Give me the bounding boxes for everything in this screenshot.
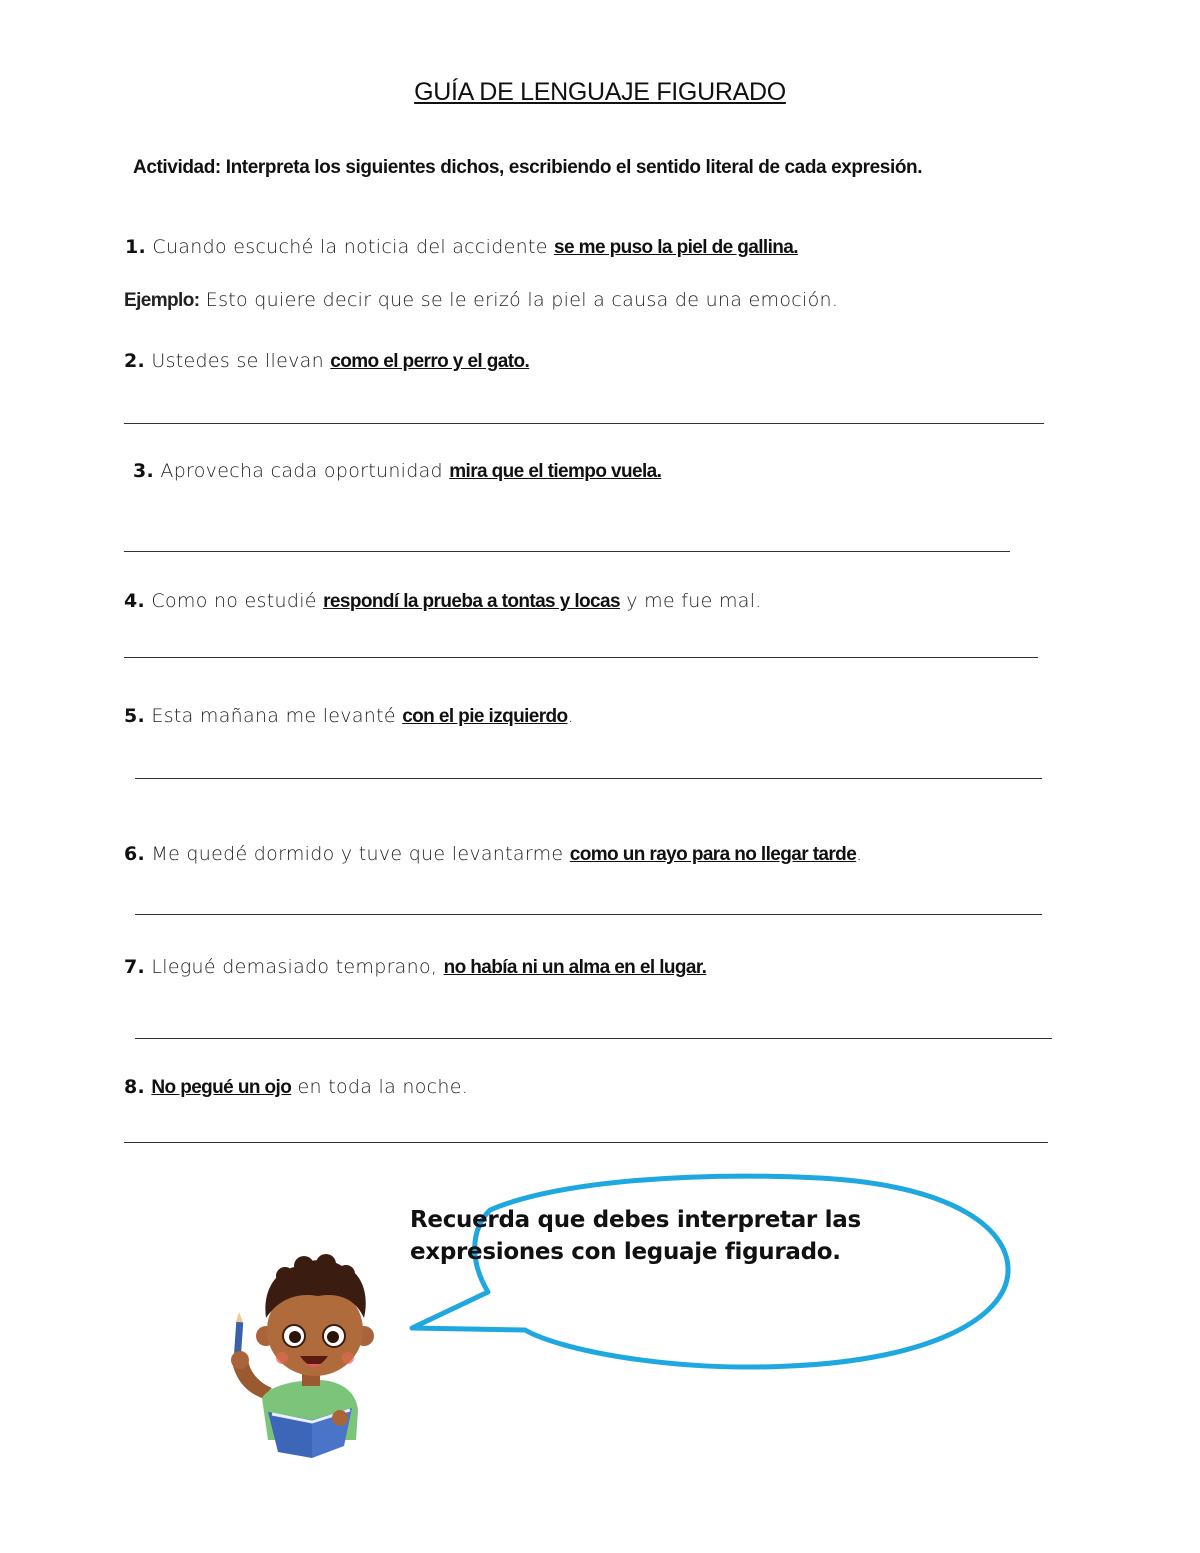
item-text: Ustedes se llevan (151, 350, 331, 372)
item-idiom: se me puso la piel de gallina. (554, 237, 798, 258)
item-idiom: mira que el tiempo vuela. (449, 461, 662, 482)
item-idiom: como un rayo para no llegar tarde (569, 844, 857, 865)
item-number: 2. (124, 350, 146, 372)
list-item-3 (133, 460, 661, 483)
example-line (124, 289, 838, 312)
item-idiom: con el pie izquierdo (402, 706, 568, 727)
item-number: 3. (133, 460, 155, 482)
answer-line-5[interactable] (135, 778, 1042, 779)
speech-bubble-text: Recuerda que debes interpretar las expresiones con leguaje figurado. (410, 1207, 861, 1265)
item-idiom: no había ni un alma en el lugar. (443, 957, 707, 978)
item-text-after: en toda la noche. (291, 1076, 469, 1098)
answer-line-3[interactable] (124, 551, 1010, 552)
list-item-4 (124, 590, 762, 613)
answer-line-4[interactable] (124, 657, 1038, 658)
example-label: Ejemplo: (124, 290, 200, 311)
item-idiom: como el perro y el gato. (330, 351, 530, 372)
item-text-after: y me fue mal. (619, 590, 762, 612)
item-number: 1. (125, 236, 147, 258)
item-text: Aprovecha cada oportunidad (160, 460, 450, 482)
item-text: Como no estudié (151, 590, 324, 612)
answer-line-2[interactable] (124, 423, 1044, 424)
item-number: 6. (124, 843, 146, 865)
list-item-1 (125, 236, 798, 259)
item-idiom: respondí la prueba a tontas y locas (323, 591, 620, 612)
list-item-8 (124, 1076, 468, 1099)
list-item-6 (124, 843, 863, 866)
answer-line-8[interactable] (124, 1142, 1048, 1143)
item-number: 7. (124, 956, 146, 978)
child-reading-illustration (231, 1254, 374, 1458)
list-item-5 (124, 705, 574, 728)
item-number: 5. (124, 705, 146, 727)
item-text: Me quedé dormido y tuve que levantarme (151, 843, 570, 865)
page-title: GUÍA DE LENGUAJE FIGURADO (414, 78, 786, 106)
example-text: Esto quiere decir que se le erizó la piel a causa de una emoción. (199, 289, 839, 311)
item-idiom: No pegué un ojo (151, 1077, 292, 1098)
item-number: 8. (124, 1076, 146, 1098)
item-text-after: . (567, 705, 574, 727)
answer-line-7[interactable] (135, 1038, 1052, 1039)
item-text: Cuando escuché la noticia del accidente (152, 236, 555, 258)
item-text: Llegué demasiado temprano, (151, 956, 444, 978)
item-text: Esta mañana me levanté (151, 705, 403, 727)
item-number: 4. (124, 590, 146, 612)
activity-instructions: Actividad: Interpreta los siguientes dichos, escribiendo el sentido literal de cada expresión. (133, 157, 923, 178)
list-item-7 (124, 956, 706, 979)
answer-line-6[interactable] (135, 914, 1042, 915)
list-item-2 (124, 350, 529, 373)
item-text-after: . (856, 843, 863, 865)
